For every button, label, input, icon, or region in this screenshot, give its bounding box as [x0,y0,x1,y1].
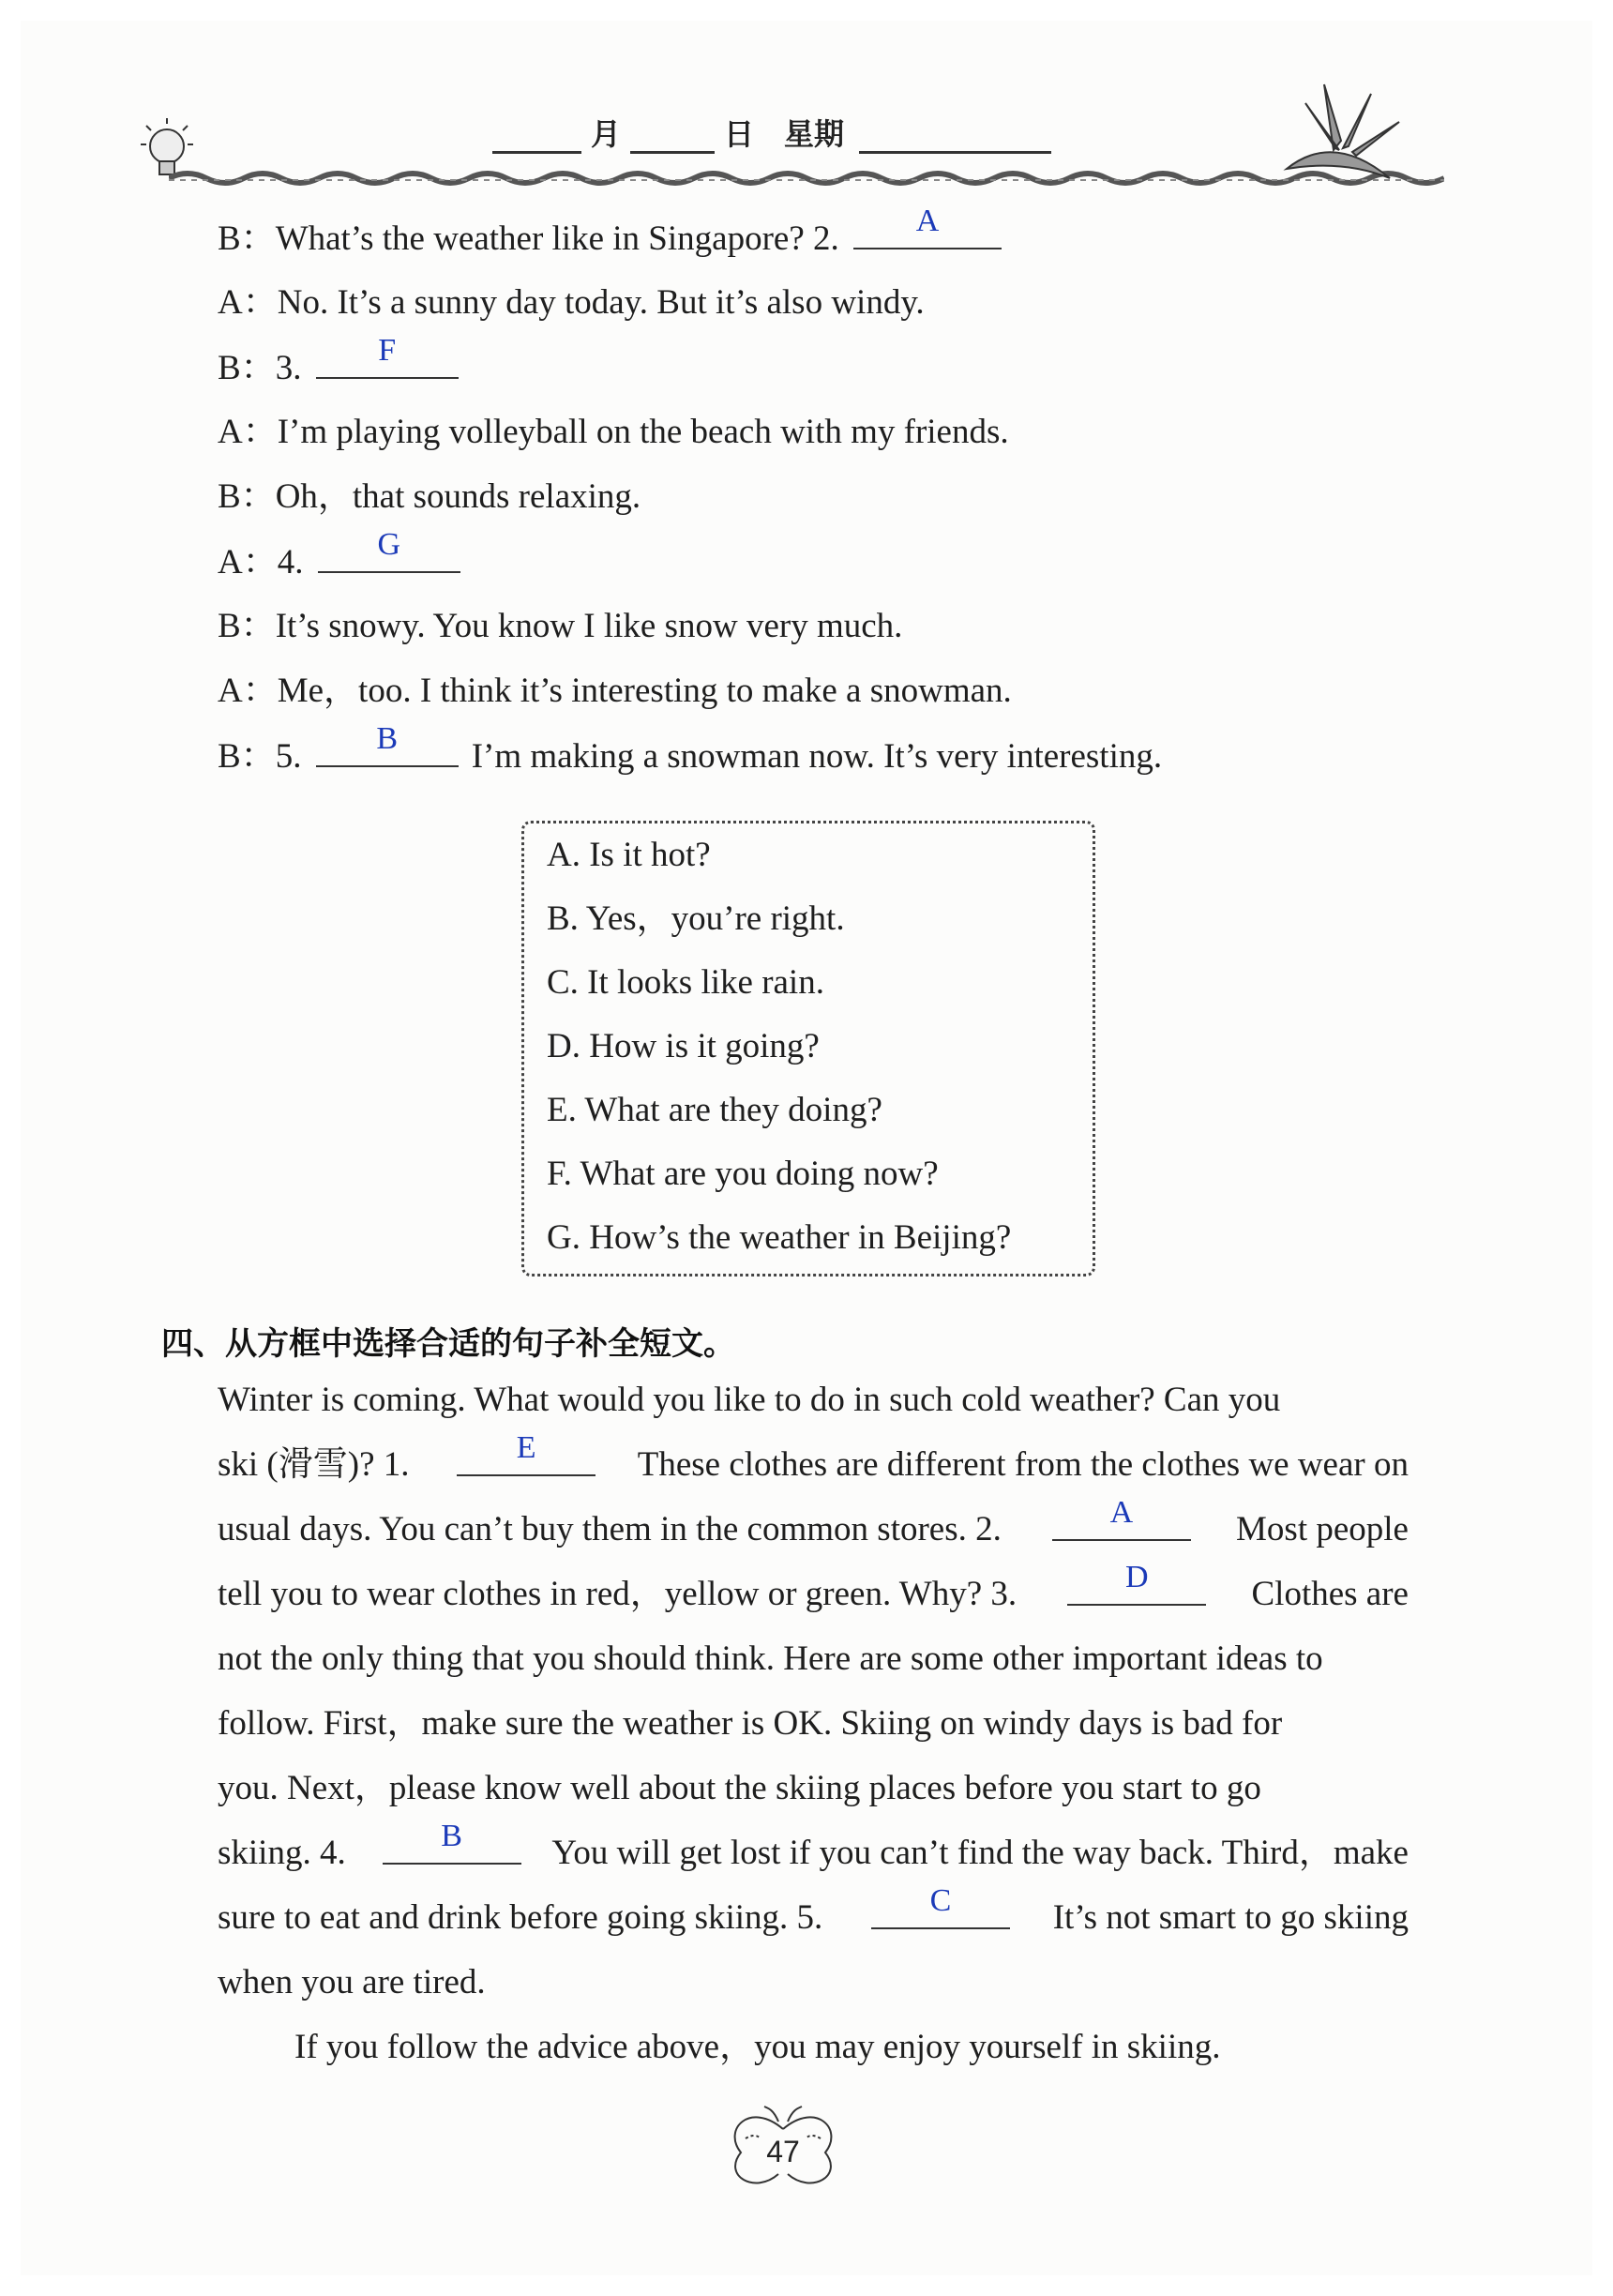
answer-letter: G [377,527,401,562]
page-header [131,103,1397,197]
speaker: A： [218,543,278,582]
passage-line [218,1768,1409,1809]
passage-line [218,1703,1409,1745]
passage-text: ski (滑雪)? 1. [218,1445,410,1484]
plant-icon [1268,66,1409,206]
line-text: What’s the weather like in Singapore? 2. [275,219,839,258]
answer-blank[interactable] [1067,1560,1206,1606]
answer-letter: F [378,333,397,368]
answer-letter: B [376,721,399,756]
line-text: Me，too. I think it’s interesting to make a snowman. [277,672,1012,710]
day-blank[interactable] [630,123,715,154]
speaker: B： [218,349,276,387]
option-item: D. How is it going? [547,1027,820,1065]
passage-line [218,1430,1409,1486]
line-text: 3. [275,349,302,387]
passage-text: Winter is coming. What would you like to do in such cold weather? Can you [218,1381,1281,1419]
passage-line [218,1639,1409,1680]
option-item: C. It looks like rain. [547,963,824,1002]
page-number [722,2101,844,2195]
month-blank[interactable] [492,123,581,154]
dialogue-line [218,204,1002,260]
answer-letter: E [516,1430,536,1465]
month-label: 月 [591,116,622,152]
answer-blank[interactable] [316,721,459,767]
speaker: B： [218,219,276,258]
answer-blank[interactable] [871,1883,1010,1929]
option-item: F. What are you doing now? [547,1155,939,1193]
line-text: 4. [277,543,304,582]
line-text: 5. [275,737,302,776]
passage-line [218,1962,1409,2003]
dialogue-line [218,527,460,583]
dialogue-line [218,282,925,324]
passage-text: not the only thing that you should think. Here are some other important ideas to [218,1639,1323,1678]
option-item: A. Is it hot? [547,836,711,874]
speaker: B： [218,607,276,645]
answer-letter: D [1125,1560,1149,1594]
speaker: A： [218,672,278,710]
rope-divider [169,161,1444,191]
line-text: I’m playing volleyball on the beach with my friends. [277,413,1009,451]
passage-line [218,1495,1409,1550]
passage-closing: If you follow the advice above，you may enjoy yourself in skiing. [294,2028,1221,2066]
passage-text: when you are tired. [218,1963,486,2001]
week-label: 星期 [784,116,845,152]
passage-text: Most people [1236,1510,1409,1548]
dialogue-line [218,671,1012,712]
line-text-after: I’m making a snowman now. It’s very interesting. [471,737,1163,776]
option-item: B. Yes，you’re right. [547,899,845,938]
speaker: A： [218,413,278,451]
passage-text: Clothes are [1251,1575,1409,1613]
answer-letter: C [929,1883,952,1918]
passage-line [218,1819,1409,1874]
option-item: G. How’s the weather in Beijing? [547,1218,1012,1257]
passage-text: You will get lost if you can’t find the way back. Third，make [551,1834,1409,1872]
passage-text: These clothes are different from the clothes we wear on [637,1445,1409,1484]
dialogue-line [218,721,1163,778]
passage-line [218,1883,1409,1939]
passage-text: It’s not smart to go skiing [1052,1898,1409,1937]
passage-text: sure to eat and drink before going skiing. 5. [218,1898,823,1937]
page-number-text: 47 [766,2135,800,2168]
line-text: Oh，that sounds relaxing. [275,477,641,516]
dialogue-line [218,606,902,647]
answer-blank[interactable] [853,204,1002,249]
passage-text: skiing. 4. [218,1834,346,1872]
answer-letter: A [1109,1495,1134,1530]
answer-blank[interactable] [1052,1495,1191,1541]
week-blank[interactable] [859,123,1051,154]
line-text: No. It’s a sunny day today. But it’s also windy. [277,283,925,322]
answer-letter: B [441,1819,462,1853]
option-box [521,821,1095,1276]
answer-blank[interactable] [457,1430,595,1476]
speaker: A： [218,283,278,322]
passage-text: you. Next，please know well about the skiing places before you start to go [218,1769,1261,1807]
answer-letter: A [915,204,940,238]
passage-line [218,1380,1409,1421]
passage-text: follow. First，make sure the weather is OK. Skiing on windy days is bad for [218,1704,1283,1743]
passage-line [218,1560,1409,1615]
dialogue-line [218,333,459,389]
date-line [492,111,1051,154]
line-text: It’s snowy. You know I like snow very much. [275,607,903,645]
dialogue-line [218,476,641,518]
answer-blank[interactable] [318,527,460,573]
section-title: 四、从方框中选择合适的句子补全短文。 [161,1325,735,1363]
passage-text: usual days. You can’t buy them in the common stores. 2. [218,1510,1002,1548]
day-label: 日 [724,116,755,152]
answer-blank[interactable] [383,1819,521,1865]
passage-text: tell you to wear clothes in red，yellow or green. Why? 3. [218,1575,1018,1613]
answer-blank[interactable] [316,333,459,379]
speaker: B： [218,477,276,516]
option-item: E. What are they doing? [547,1091,882,1129]
dialogue-line [218,412,1009,453]
speaker: B： [218,737,276,776]
